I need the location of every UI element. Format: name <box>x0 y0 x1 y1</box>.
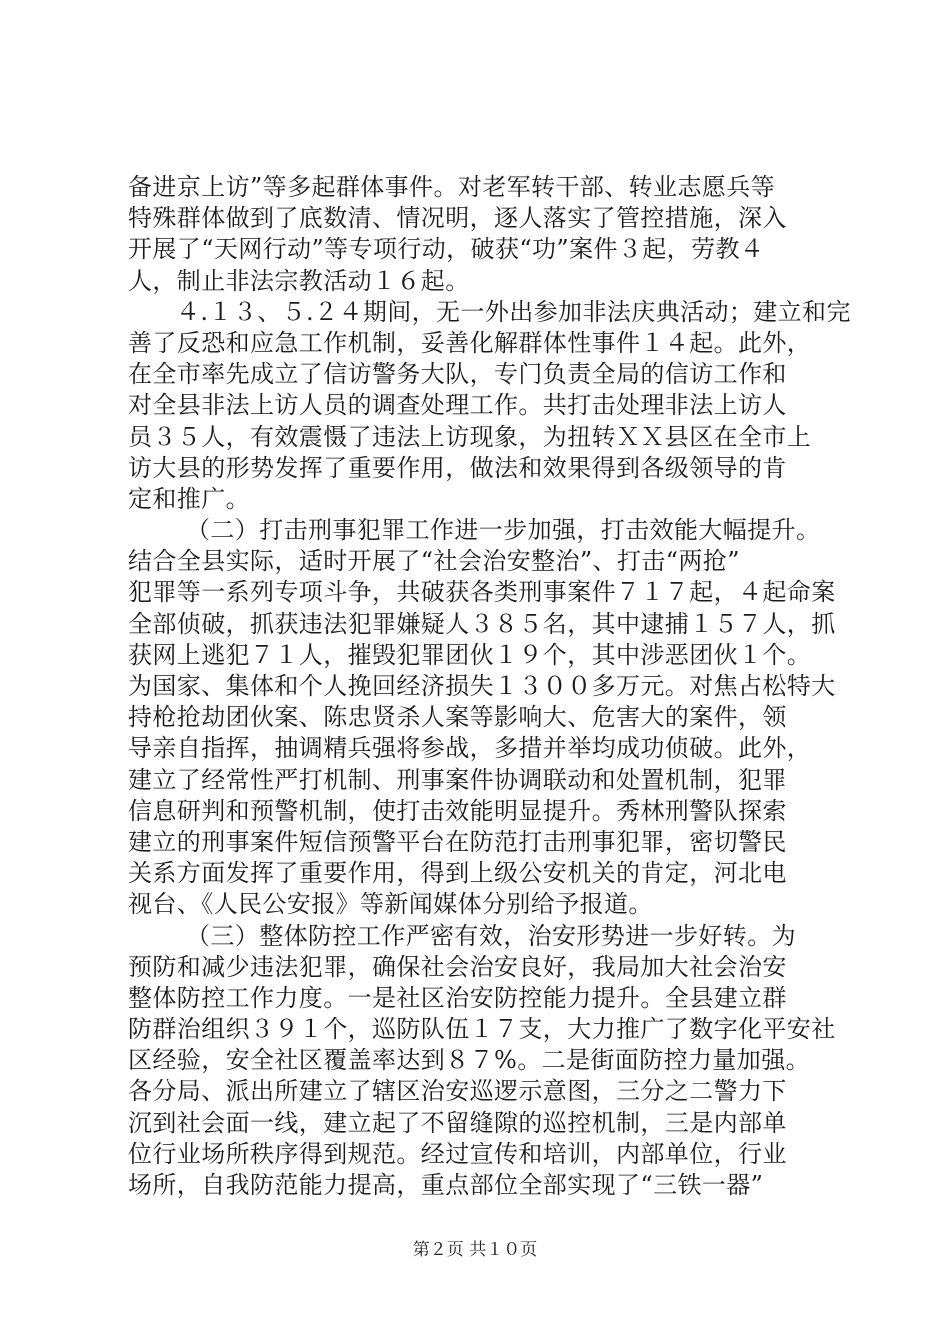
section-heading-line: （三）整体防控工作严密有效，治安形势进一步好转。为 <box>186 921 796 950</box>
text-line: 区经验，安全社区覆盖率达到８７%。二是街面防控力量加强。 <box>128 1046 811 1075</box>
text-line: 员３５人，有效震慑了违法上访现象，为扭转ＸＸ县区在全市上 <box>128 422 812 451</box>
text-line: 预防和减少违法犯罪，确保社会治安良好，我局加大社会治安 <box>128 952 787 981</box>
text-line: 犯罪等一系列专项斗争，共破获各类刑事案件７１７起，４起命案 <box>128 578 836 607</box>
text-line: 定和推广。 <box>128 484 250 513</box>
text-line: 导亲自指挥，抽调精兵强将参战，多措并举均成功侦破。此外， <box>128 734 812 763</box>
text-line: 位行业场所秩序得到规范。经过宣传和培训，内部单位，行业 <box>128 1139 787 1168</box>
text-line: 在全市率先成立了信访警务大队，专门负责全局的信访工作和 <box>128 360 787 389</box>
text-line: 视台、《人民公安报》等新闻媒体分别给予报道。 <box>128 890 653 919</box>
text-line: 建立的刑事案件短信预警平台在防范打击刑事犯罪，密切警民 <box>128 827 787 856</box>
text-line: 全部侦破，抓获违法犯罪嫌疑人３８５名，其中逮捕１５７人，抓 <box>128 609 836 638</box>
text-line: 备进京上访”等多起群体事件。对老军转干部、转业志愿兵等 <box>128 173 776 201</box>
text-line: 持枪抢劫团伙案、陈忠贤杀人案等影响大、危害大的案件，领 <box>128 703 787 732</box>
document-body <box>128 172 851 1201</box>
text-line: 善了反恐和应急工作机制，妥善化解群体性事件１４起。此外， <box>128 328 812 357</box>
section-heading-line: （二）打击刑事犯罪工作进一步加强，打击效能大幅提升。 <box>186 516 821 545</box>
text-line: 各分局、派出所建立了辖区治安巡逻示意图，三分之二警力下 <box>128 1077 787 1106</box>
text-line: 对全县非法上访人员的调查处理工作。共打击处理非法上访人 <box>128 391 787 420</box>
text-line: 建立了经常性严打机制、刑事案件协调联动和处置机制，犯罪 <box>128 765 787 794</box>
text-line: 开展了“天网行动”等专项行动，破获“功”案件３起，劳教４ <box>128 235 765 264</box>
text-line: 沉到社会面一线，建立起了不留缝隙的巡控机制，三是内部单 <box>128 1108 787 1137</box>
text-line: 为国家、集体和个人挽回经济损失１３００多万元。对焦占松特大 <box>128 672 836 700</box>
text-line: 关系方面发挥了重要作用，得到上级公安机关的肯定，河北电 <box>128 859 787 888</box>
text-line: 获网上逃犯７１人，摧毁犯罪团伙１９个，其中涉恶团伙１个。 <box>128 640 812 669</box>
text-line: 人，制止非法宗教活动１６起。 <box>128 266 470 295</box>
paragraph-start-line: ４.１３、５.２４期间，无一外出参加非法庆典活动；建立和完 <box>176 297 851 326</box>
page-number-footer: 第２页 共１０页 <box>412 1240 538 1260</box>
text-line: 特殊群体做到了底数清、情况明，逐人落实了管控措施，深入 <box>128 204 787 233</box>
text-line: 防群治组织３９１个，巡防队伍１７支，大力推广了数字化平安社 <box>128 1015 836 1044</box>
text-line: 信息研判和预警机制，使打击效能明显提升。秀林刑警队探索 <box>128 796 787 825</box>
text-line: 场所，自我防范能力提高，重点部位全部实现了“三铁一器” <box>128 1171 764 1199</box>
text-line: 整体防控工作力度。一是社区治安防控能力提升。全县建立群 <box>128 983 787 1012</box>
text-line: 结合全县实际，适时开展了“社会治安整治”、打击“两抢” <box>128 547 740 576</box>
text-line: 访大县的形势发挥了重要作用，做法和效果得到各级领导的肯 <box>128 453 787 482</box>
